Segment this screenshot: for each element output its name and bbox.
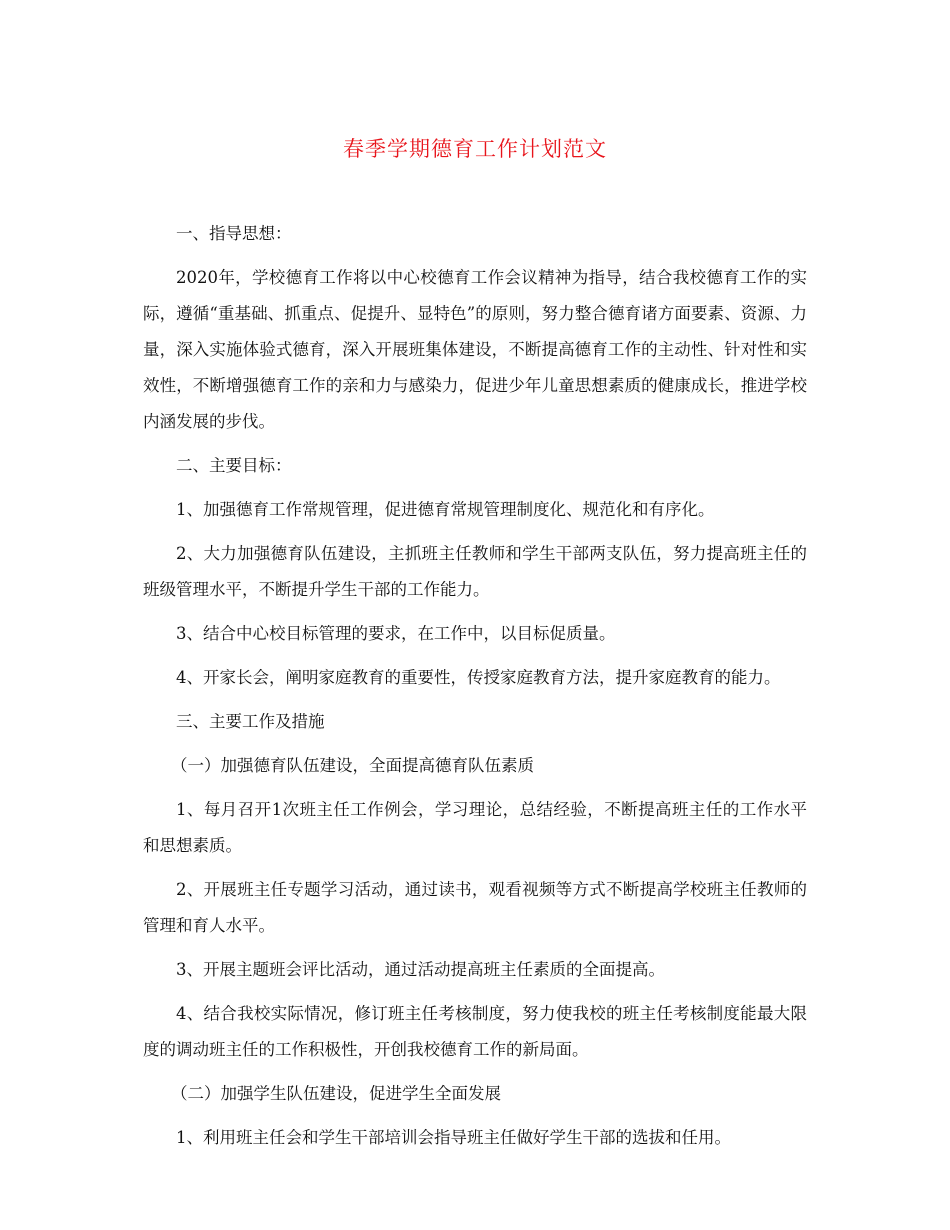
subheading-student-team: （二）加强学生队伍建设，促进学生全面发展 [171, 1084, 501, 1103]
student-measure-item-1: 1、利用班主任会和学生干部培训会指导班主任做好学生干部的选拔和任用。 [176, 1128, 731, 1147]
measure-item-3: 3、开展主题班会评比活动，通过活动提高班主任素质的全面提高。 [176, 960, 665, 979]
goal-item-3: 3、结合中心校目标管理的要求，在工作中，以目标促质量。 [176, 624, 616, 643]
measure-item-1: 1、每月召开1次班主任工作例会，学习理论，总结经验，不断提高班主任的工作水平和思想素质。 [143, 800, 807, 855]
heading-main-work: 三、主要工作及措施 [176, 712, 325, 731]
goal-item-4: 4、开家长会，阐明家庭教育的重要性，传授家庭教育方法，提升家庭教育的能力。 [176, 668, 781, 687]
document-title: 春季学期德育工作计划范文 [343, 137, 607, 161]
measure-item-4: 4、结合我校实际情况，修订班主任考核制度，努力使我校的班主任考核制度能最大限度的调动班主任的工作积极性，开创我校德育工作的新局面。 [143, 1004, 807, 1059]
goal-item-2: 2、大力加强德育队伍建设，主抓班主任教师和学生干部两支队伍，努力提高班主任的班级管理水平，不断提升学生干部的工作能力。 [143, 544, 807, 599]
heading-guiding-ideology: 一、指导思想： [176, 224, 292, 243]
measure-item-2: 2、开展班主任专题学习活动，通过读书，观看视频等方式不断提高学校班主任教师的管理和育人水平。 [143, 880, 807, 935]
paragraph-guiding-ideology: 2020年，学校德育工作将以中心校德育工作会议精神为指导，结合我校德育工作的实际，遵循“重基础、抓重点、促提升、显特色”的原则，努力整合德育诸方面要素、资源、力量，深入实施体验式德育，深入开展班集体建设，不断提高德育工作的主动性、针对性和实效性，不断增强德育工作的亲和力与感染力，促进少年儿童思想素质的健康成长，推进学校内涵发展的步伐。 [143, 268, 807, 431]
goal-item-1: 1、加强德育工作常规管理，促进德育常规管理制度化、规范化和有序化。 [176, 500, 715, 519]
heading-main-goals: 二、主要目标： [176, 456, 292, 475]
document-body [143, 216, 807, 1164]
subheading-team-building: （一）加强德育队伍建设，全面提高德育队伍素质 [171, 756, 534, 775]
